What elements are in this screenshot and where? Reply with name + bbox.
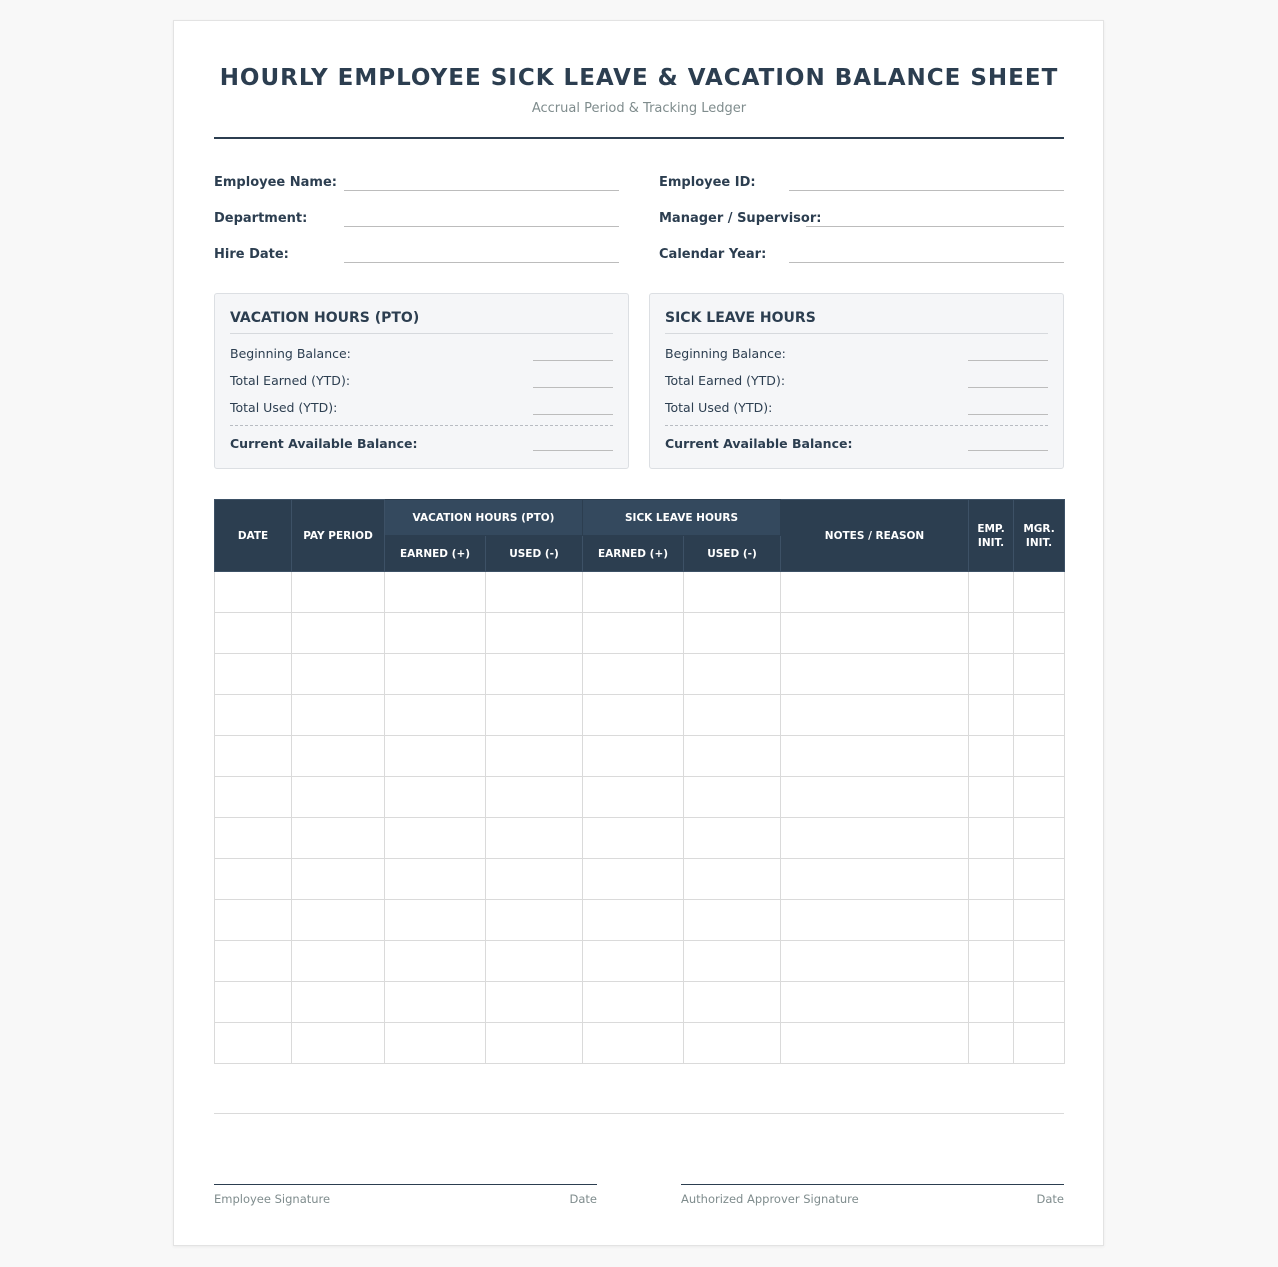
group-header-vacation: VACATION HOURS (PTO)	[385, 500, 583, 536]
cell-vacation-used[interactable]	[486, 859, 583, 900]
cell-mgr-init[interactable]	[1014, 572, 1065, 613]
table-row	[215, 859, 1065, 900]
col-header-sick-used: USED (-)	[684, 536, 781, 572]
cell-notes[interactable]	[781, 613, 969, 654]
calendar-year-label: Calendar Year:	[659, 247, 767, 262]
vacation-earned-row[interactable]	[230, 373, 613, 389]
cell-notes[interactable]	[781, 736, 969, 777]
vacation-box-divider	[230, 333, 613, 334]
department-label: Department:	[214, 211, 308, 226]
vacation-beginning-line[interactable]	[533, 360, 613, 361]
cell-sick-earned[interactable]	[583, 736, 684, 777]
hire-date-field[interactable]	[214, 243, 619, 263]
table-row	[215, 654, 1065, 695]
sick-summary-box	[649, 293, 1064, 469]
cell-vacation-used[interactable]	[486, 695, 583, 736]
cell-emp-init[interactable]	[969, 859, 1014, 900]
cell-emp-init[interactable]	[969, 572, 1014, 613]
cell-pay-period[interactable]	[292, 613, 385, 654]
cell-pay-period[interactable]	[292, 777, 385, 818]
cell-notes[interactable]	[781, 859, 969, 900]
cell-vacation-used[interactable]	[486, 982, 583, 1023]
employee-name-label: Employee Name:	[214, 175, 337, 190]
cell-date[interactable]	[215, 654, 292, 695]
department-line[interactable]	[344, 226, 619, 227]
cell-sick-earned[interactable]	[583, 777, 684, 818]
cell-sick-earned[interactable]	[583, 1023, 684, 1064]
approver-signature-block[interactable]	[681, 1184, 1064, 1214]
cell-mgr-init[interactable]	[1014, 1023, 1065, 1064]
cell-emp-init[interactable]	[969, 818, 1014, 859]
vacation-used-line[interactable]	[533, 414, 613, 415]
cell-notes[interactable]	[781, 982, 969, 1023]
employee-id-line[interactable]	[789, 190, 1064, 191]
cell-date[interactable]	[215, 572, 292, 613]
sick-earned-row[interactable]	[665, 373, 1048, 389]
cell-sick-earned[interactable]	[583, 572, 684, 613]
cell-sick-earned[interactable]	[583, 613, 684, 654]
page-subtitle: Accrual Period & Tracking Ledger	[531, 101, 747, 116]
employee-signature-block[interactable]	[214, 1184, 597, 1214]
cell-date[interactable]	[215, 1023, 292, 1064]
sick-current-line[interactable]	[968, 450, 1048, 451]
cell-notes[interactable]	[781, 572, 969, 613]
cell-emp-init[interactable]	[969, 777, 1014, 818]
cell-sick-used[interactable]	[684, 900, 781, 941]
cell-date[interactable]	[215, 941, 292, 982]
employee-id-field[interactable]	[659, 171, 1064, 191]
cell-pay-period[interactable]	[292, 736, 385, 777]
cell-date[interactable]	[215, 777, 292, 818]
col-header-mgr-init: MGR. INIT.	[1014, 500, 1065, 572]
manager-label: Manager / Supervisor:	[659, 211, 822, 226]
cell-sick-used[interactable]	[684, 818, 781, 859]
vacation-summary-box	[214, 293, 629, 469]
vacation-earned-line[interactable]	[533, 387, 613, 388]
cell-pay-period[interactable]	[292, 1023, 385, 1064]
cell-pay-period[interactable]	[292, 900, 385, 941]
cell-vacation-used[interactable]	[486, 818, 583, 859]
cell-pay-period[interactable]	[292, 941, 385, 982]
cell-mgr-init[interactable]	[1014, 654, 1065, 695]
cell-mgr-init[interactable]	[1014, 900, 1065, 941]
employee-signature-label: Employee Signature	[214, 1192, 331, 1206]
col-header-sick-earned: EARNED (+)	[583, 536, 684, 572]
table-row	[215, 941, 1065, 982]
cell-notes[interactable]	[781, 941, 969, 982]
cell-sick-used[interactable]	[684, 777, 781, 818]
cell-vacation-used[interactable]	[486, 1023, 583, 1064]
sick-used-row[interactable]	[665, 400, 1048, 416]
vacation-beginning-row[interactable]	[230, 346, 613, 362]
cell-date[interactable]	[215, 859, 292, 900]
cell-mgr-init[interactable]	[1014, 941, 1065, 982]
calendar-year-line[interactable]	[789, 262, 1064, 263]
vacation-used-row[interactable]	[230, 400, 613, 416]
cell-sick-earned[interactable]	[583, 941, 684, 982]
cell-mgr-init[interactable]	[1014, 818, 1065, 859]
vacation-earned-label: Total Earned (YTD):	[230, 373, 351, 388]
cell-vacation-earned[interactable]	[385, 1023, 486, 1064]
cell-mgr-init[interactable]	[1014, 859, 1065, 900]
cell-sick-earned[interactable]	[583, 982, 684, 1023]
cell-sick-used[interactable]	[684, 1023, 781, 1064]
table-row	[215, 736, 1065, 777]
cell-vacation-used[interactable]	[486, 900, 583, 941]
cell-vacation-earned[interactable]	[385, 859, 486, 900]
cell-notes[interactable]	[781, 777, 969, 818]
vacation-current-label: Current Available Balance:	[230, 436, 418, 451]
sick-beginning-row[interactable]	[665, 346, 1048, 362]
manager-line[interactable]	[806, 226, 1064, 227]
employee-id-label: Employee ID:	[659, 175, 756, 190]
cell-emp-init[interactable]	[969, 695, 1014, 736]
employee-signature-line[interactable]	[214, 1184, 597, 1185]
sick-current-label: Current Available Balance:	[665, 436, 853, 451]
sick-used-label: Total Used (YTD):	[665, 400, 773, 415]
form-page	[173, 20, 1104, 1246]
sick-box-title: SICK LEAVE HOURS	[665, 310, 816, 326]
cell-pay-period[interactable]	[292, 654, 385, 695]
table-row	[215, 900, 1065, 941]
cell-mgr-init[interactable]	[1014, 777, 1065, 818]
page-title: HOURLY EMPLOYEE SICK LEAVE & VACATION BALANCE SHEET	[219, 65, 1059, 91]
cell-date[interactable]	[215, 982, 292, 1023]
ledger-body	[215, 572, 1065, 1064]
group-header-sick: SICK LEAVE HOURS	[583, 500, 781, 536]
cell-vacation-earned[interactable]	[385, 695, 486, 736]
cell-mgr-init[interactable]	[1014, 695, 1065, 736]
cell-vacation-used[interactable]	[486, 777, 583, 818]
table-row	[215, 572, 1065, 613]
table-row	[215, 818, 1065, 859]
vacation-current-line[interactable]	[533, 450, 613, 451]
title-divider	[214, 137, 1064, 139]
col-header-vacation-earned: EARNED (+)	[385, 536, 486, 572]
approver-signature-line[interactable]	[681, 1184, 1064, 1185]
cell-notes[interactable]	[781, 654, 969, 695]
cell-vacation-earned[interactable]	[385, 613, 486, 654]
vacation-beginning-label: Beginning Balance:	[230, 346, 351, 361]
cell-emp-init[interactable]	[969, 982, 1014, 1023]
cell-sick-earned[interactable]	[583, 818, 684, 859]
cell-notes[interactable]	[781, 900, 969, 941]
sick-box-dashed-divider	[665, 425, 1048, 426]
cell-mgr-init[interactable]	[1014, 613, 1065, 654]
employee-name-field[interactable]	[214, 171, 619, 191]
sick-earned-label: Total Earned (YTD):	[665, 373, 786, 388]
cell-sick-used[interactable]	[684, 736, 781, 777]
col-header-pay-period: PAY PERIOD	[292, 500, 385, 572]
cell-vacation-used[interactable]	[486, 654, 583, 695]
cell-vacation-earned[interactable]	[385, 982, 486, 1023]
cell-mgr-init[interactable]	[1014, 982, 1065, 1023]
cell-emp-init[interactable]	[969, 1023, 1014, 1064]
cell-vacation-earned[interactable]	[385, 900, 486, 941]
hire-date-line[interactable]	[344, 262, 619, 263]
sick-current-row[interactable]	[665, 436, 1048, 452]
cell-emp-init[interactable]	[969, 900, 1014, 941]
ledger-table	[214, 499, 1065, 1064]
cell-pay-period[interactable]	[292, 859, 385, 900]
cell-vacation-earned[interactable]	[385, 572, 486, 613]
employee-signature-date-label: Date	[569, 1192, 597, 1206]
cell-sick-earned[interactable]	[583, 859, 684, 900]
cell-vacation-used[interactable]	[486, 572, 583, 613]
approver-signature-date-label: Date	[1036, 1192, 1064, 1206]
vacation-box-title: VACATION HOURS (PTO)	[230, 310, 420, 326]
sick-box-divider	[665, 333, 1048, 334]
sick-beginning-label: Beginning Balance:	[665, 346, 786, 361]
cell-sick-earned[interactable]	[583, 900, 684, 941]
cell-sick-earned[interactable]	[583, 695, 684, 736]
cell-emp-init[interactable]	[969, 613, 1014, 654]
cell-sick-used[interactable]	[684, 695, 781, 736]
cell-vacation-used[interactable]	[486, 736, 583, 777]
cell-notes[interactable]	[781, 695, 969, 736]
table-row	[215, 695, 1065, 736]
cell-emp-init[interactable]	[969, 654, 1014, 695]
table-row	[215, 982, 1065, 1023]
cell-pay-period[interactable]	[292, 982, 385, 1023]
cell-pay-period[interactable]	[292, 818, 385, 859]
vacation-box-dashed-divider	[230, 425, 613, 426]
employee-name-line[interactable]	[344, 190, 619, 191]
cell-sick-used[interactable]	[684, 982, 781, 1023]
sick-used-line[interactable]	[968, 414, 1048, 415]
cell-emp-init[interactable]	[969, 941, 1014, 982]
cell-notes[interactable]	[781, 1023, 969, 1064]
hire-date-label: Hire Date:	[214, 247, 289, 262]
cell-mgr-init[interactable]	[1014, 736, 1065, 777]
cell-date[interactable]	[215, 613, 292, 654]
table-row	[215, 1023, 1065, 1064]
cell-date[interactable]	[215, 900, 292, 941]
table-row	[215, 613, 1065, 654]
cell-pay-period[interactable]	[292, 695, 385, 736]
cell-notes[interactable]	[781, 818, 969, 859]
cell-sick-used[interactable]	[684, 613, 781, 654]
cell-sick-used[interactable]	[684, 654, 781, 695]
cell-emp-init[interactable]	[969, 736, 1014, 777]
cell-sick-earned[interactable]	[583, 654, 684, 695]
col-header-emp-init: EMP. INIT.	[969, 500, 1014, 572]
col-header-vacation-used: USED (-)	[486, 536, 583, 572]
cell-vacation-earned[interactable]	[385, 736, 486, 777]
cell-date[interactable]	[215, 736, 292, 777]
cell-vacation-earned[interactable]	[385, 941, 486, 982]
table-row	[215, 777, 1065, 818]
sick-earned-line[interactable]	[968, 387, 1048, 388]
manager-field[interactable]	[659, 207, 1064, 227]
calendar-year-field[interactable]	[659, 243, 1064, 263]
cell-sick-used[interactable]	[684, 859, 781, 900]
cell-sick-used[interactable]	[684, 572, 781, 613]
cell-pay-period[interactable]	[292, 572, 385, 613]
cell-vacation-used[interactable]	[486, 613, 583, 654]
approver-signature-label: Authorized Approver Signature	[681, 1192, 859, 1206]
department-field[interactable]	[214, 207, 619, 227]
signature-section-divider	[214, 1113, 1064, 1114]
cell-vacation-earned[interactable]	[385, 818, 486, 859]
cell-sick-used[interactable]	[684, 941, 781, 982]
col-header-notes: NOTES / REASON	[781, 500, 969, 572]
cell-vacation-used[interactable]	[486, 941, 583, 982]
sick-beginning-line[interactable]	[968, 360, 1048, 361]
cell-date[interactable]	[215, 695, 292, 736]
vacation-used-label: Total Used (YTD):	[230, 400, 338, 415]
col-header-date: DATE	[215, 500, 292, 572]
cell-date[interactable]	[215, 818, 292, 859]
cell-vacation-earned[interactable]	[385, 777, 486, 818]
cell-vacation-earned[interactable]	[385, 654, 486, 695]
vacation-current-row[interactable]	[230, 436, 613, 452]
